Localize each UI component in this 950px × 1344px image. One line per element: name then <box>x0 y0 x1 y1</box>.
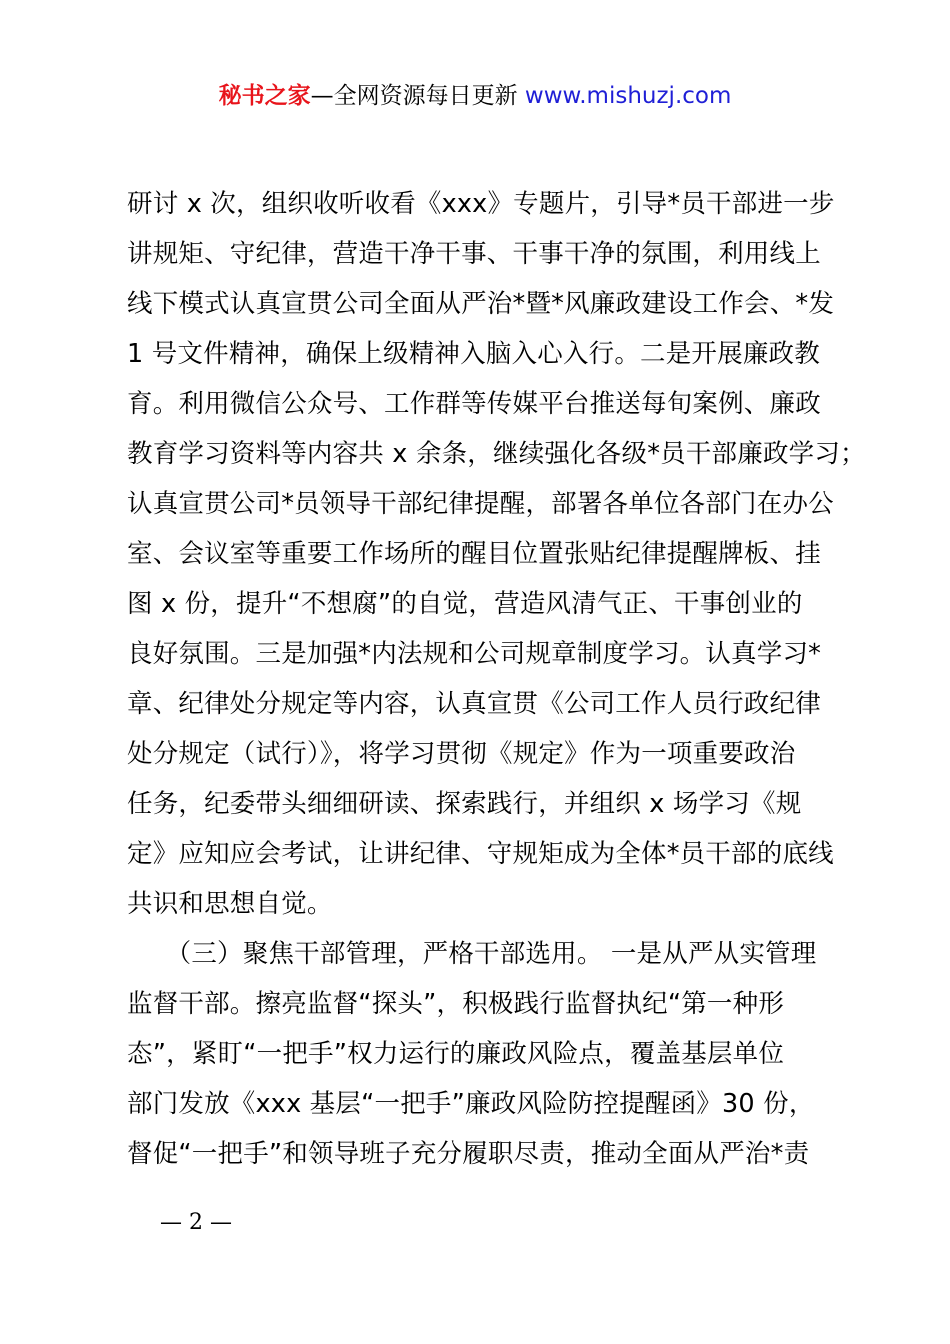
text-line: 育。利用微信公众号、工作群等传媒平台推送每旬案例、廉政 <box>127 389 821 419</box>
header-site-link[interactable]: www.mishuzj.com <box>524 83 732 109</box>
text-line: 1 号文件精神，确保上级精神入脑入心入行。二是开展廉政教 <box>127 339 820 369</box>
text-line: 共识和思想自觉。 <box>127 889 333 919</box>
text-line: 研讨 x 次，组织收听收看《xxx》专题片，引导*员干部进一步 <box>127 189 835 219</box>
page-header <box>0 80 950 112</box>
text-line: 督促“一把手”和领导班子充分履职尽责，推动全面从严治*责 <box>127 1139 810 1169</box>
text-line: 线下模式认真宣贯公司全面从严治*暨*风廉政建设工作会、*发 <box>127 289 835 319</box>
text-line: 良好氛围。三是加强*内法规和公司规章制度学习。认真学习* <box>127 639 822 669</box>
text-line: （三）聚焦干部管理，严格干部选用。 一是从严从实管理 <box>127 939 817 969</box>
text-line: 讲规矩、守纪律，营造干净干事、干事干净的氛围，利用线上 <box>127 239 821 269</box>
text-line: 定》应知应会考试，让讲纪律、守规矩成为全体*员干部的底线 <box>127 839 834 869</box>
text-line: 室、会议室等重要工作场所的醒目位置张贴纪律提醒牌板、挂 <box>127 539 821 569</box>
text-line: 认真宣贯公司*员领导干部纪律提醒，部署各单位各部门在办公 <box>127 489 834 519</box>
text-line: 态”，紧盯“一把手”权力运行的廉政风险点，覆盖基层单位 <box>127 1039 785 1069</box>
page-number: — 2 — <box>160 1210 232 1235</box>
text-line: 处分规定（试行）》，将学习贯彻《规定》作为一项重要政治 <box>127 739 796 769</box>
text-line: 图 x 份，提升“不想腐”的自觉，营造风清气正、干事创业的 <box>127 589 803 619</box>
header-brand: 秘书之家 <box>218 83 311 109</box>
text-line: 监督干部。擦亮监督“探头”，积极践行监督执纪“第一种形 <box>127 989 785 1019</box>
document-body <box>127 183 866 1183</box>
text-line: 任务，纪委带头细细研读、探索践行，并组织 x 场学习《规 <box>127 789 802 819</box>
text-line: 教育学习资料等内容共 x 余条，继续强化各级*员干部廉政学习； <box>127 439 866 469</box>
text-line: 部门发放《xxx 基层“一把手”廉政风险防控提醒函》30 份， <box>127 1089 815 1119</box>
text-line: 章、纪律处分规定等内容，认真宣贯《公司工作人员行政纪律 <box>127 689 821 719</box>
header-slogan: —全网资源每日更新 <box>310 83 525 109</box>
